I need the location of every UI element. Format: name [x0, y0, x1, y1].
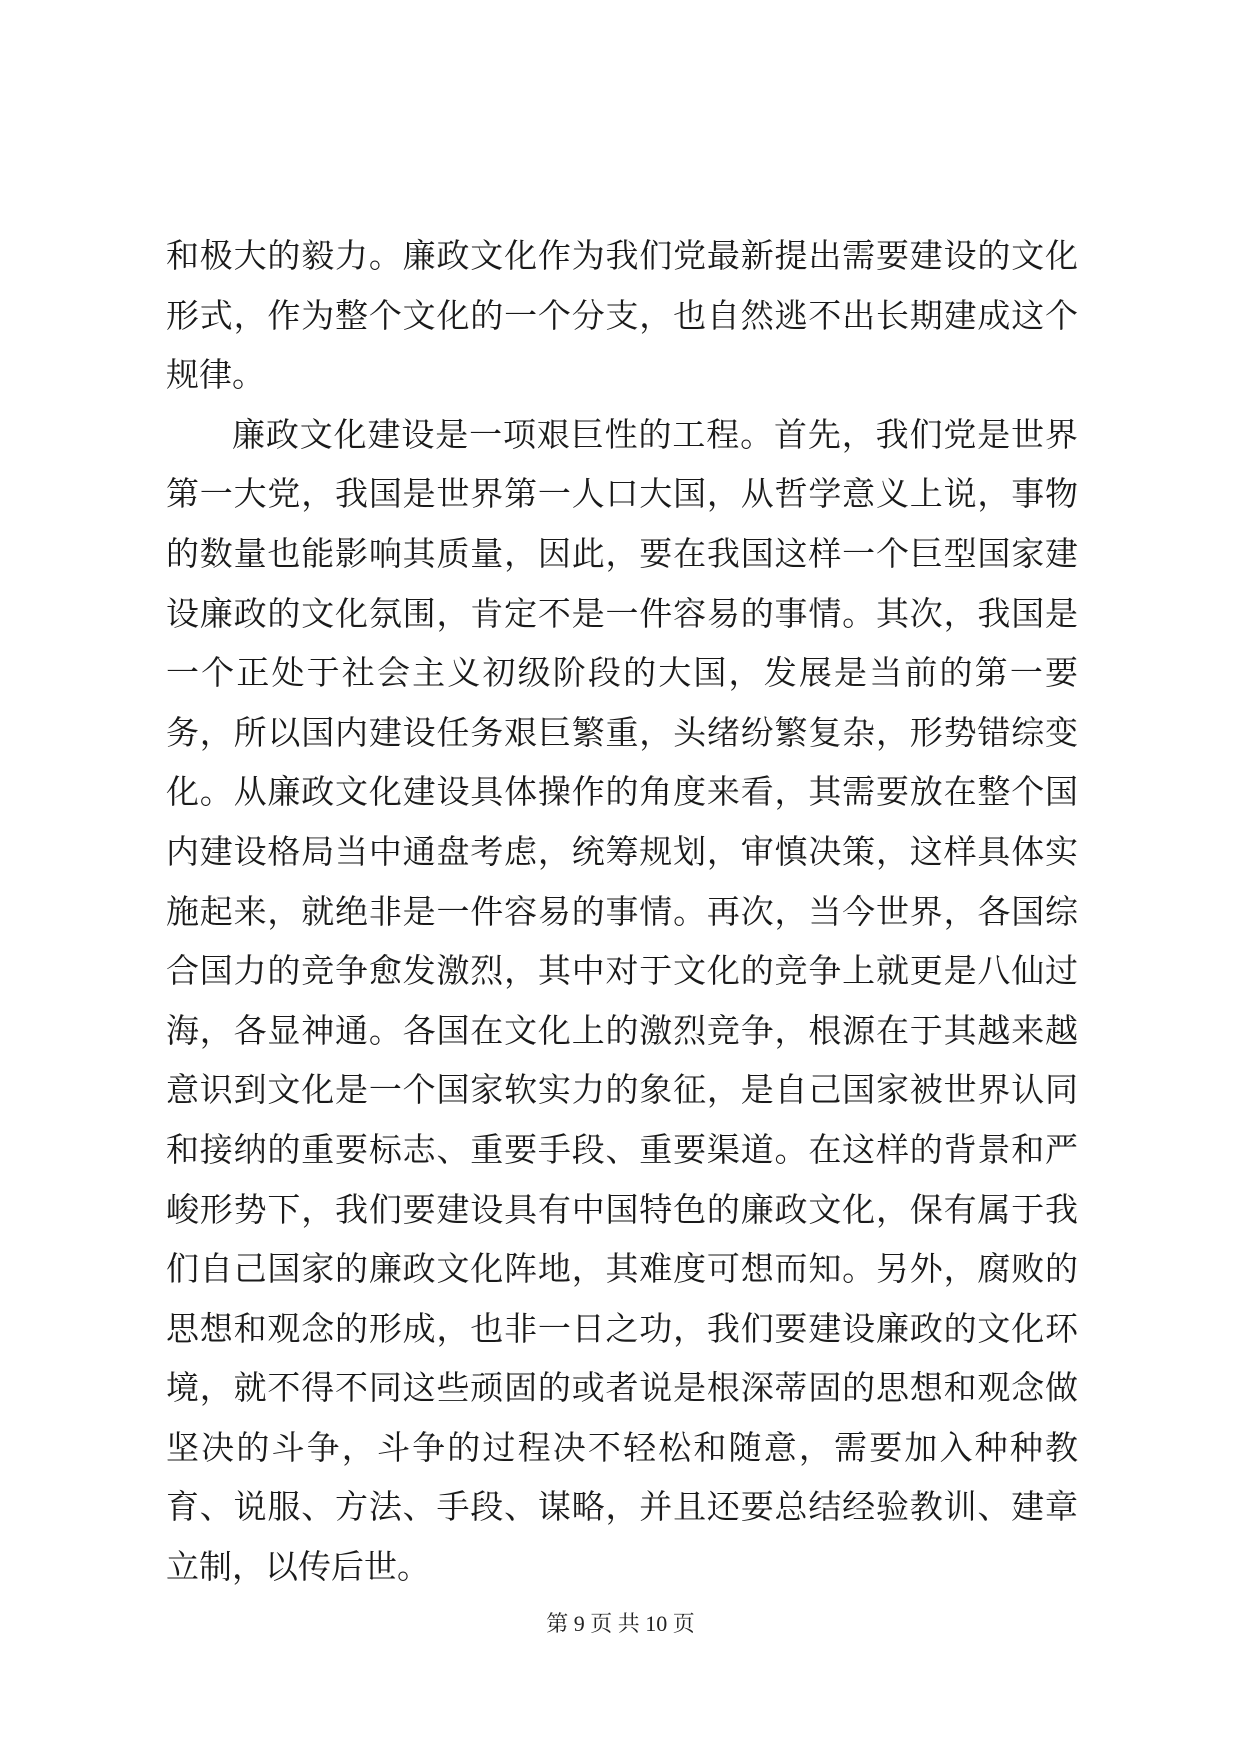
paragraph-continuation: 和极大的毅力。廉政文化作为我们党最新提出需要建设的文化形式，作为整个文化的一个分支，也自然逃不出长期建成这个规律。: [166, 236, 1078, 395]
paragraph-anti-corruption-culture: 廉政文化建设是一项艰巨性的工程。首先，我们党是世界第一大党，我国是世界第一人口大国，从哲学意义上说，事物的数量也能影响其质量，因此，要在我国这样一个巨型国家建设廉政的文化氛围，肯定不是一件容易的事情。其次，我国是一个正处于社会主义初级阶段的大国，发展是当前的第一要务，所以国内建设任务艰巨繁重，头绪纷繁复杂，形势错综变化。从廉政文化建设具体操作的角度来看，其需要放在整个国内建设格局当中通盘考虑，统筹规划，审慎决策，这样具体实施起来，就绝非是一件容易的事情。再次，当今世界，各国综合国力的竞争愈发激烈，其中对于文化的竞争上就更是八仙过海，各显神通。各国在文化上的激烈竞争，根源在于其越来越意识到文化是一个国家软实力的象征，是自己国家被世界认同和接纳的重要标志、重要手段、重要渠道。在这样的背景和严峻形势下，我们要建设具有中国特色的廉政文化，保有属于我们自己国家的廉政文化阵地，其难度可想而知。另外，腐败的思想和观念的形成，也非一日之功，我们要建设廉政的文化环境，就不得不同这些顽固的或者说是根深蒂固的思想和观念做坚决的斗争，斗争的过程决不轻松和随意，需要加入种种教育、说服、方法、手段、谋略，并且还要总结经验教训、建章立制，以传后世。: [166, 414, 1078, 1587]
document-body: [166, 226, 1078, 1597]
page-footer: [0, 1607, 1241, 1638]
page-number-label: 第 9 页 共 10 页: [546, 1611, 695, 1636]
